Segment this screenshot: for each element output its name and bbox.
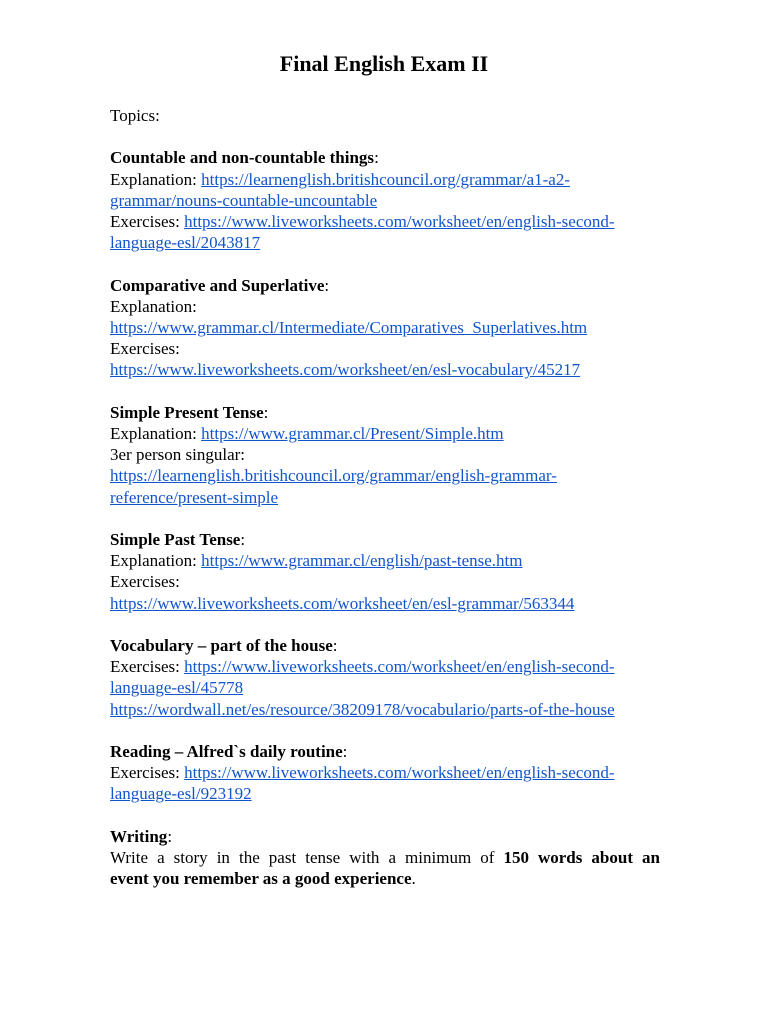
third-person-label: 3er person singular: — [110, 445, 246, 465]
section-heading-countable: Countable and non-countable things — [110, 148, 375, 168]
explanation-label: Explanation: — [110, 296, 197, 316]
spacer — [110, 126, 660, 147]
section-past: Simple Past Tense: Explanation: https://www.grammar.cl/english/past-tense.htm Exercises: https://www.liveworksheets.com/worksheet/en/esl-grammar/563344 — [110, 529, 660, 614]
document-body — [110, 105, 660, 889]
section-vocabulary: Vocabulary – part of the house: Exercises: https://www.liveworksheets.com/worksheet/en/english-second- language-esl/45778 https://wordwall.net/es/resource/38209178/vocabulario/parts-of-the-house — [110, 636, 615, 719]
writing-instructions-line1: Write a story in the past tense with a minimum of 150 words about an — [110, 848, 660, 867]
present-third-person-link[interactable]: https://learnenglish.britishcouncil.org/grammar/english-grammar- — [110, 466, 557, 486]
section-reading: Reading – Alfred`s daily routine: Exercises: https://www.liveworksheets.com/worksheet/en/english-second- language-esl/923192 — [110, 742, 615, 804]
countable-exercises-link-cont[interactable]: language-esl/2043817 — [110, 233, 261, 253]
vocabulary-wordwall-link[interactable]: https://wordwall.net/es/resource/38209178/vocabulario/parts-of-the-house — [110, 699, 615, 719]
section-heading-past: Simple Past Tense — [110, 530, 241, 549]
comparative-explanation-link[interactable]: https://www.grammar.cl/Intermediate/Comparatives_Superlatives.htm — [110, 318, 588, 337]
explanation-label: Explanation: — [110, 169, 202, 189]
explanation-label: Explanation: — [110, 551, 202, 571]
section-writing: Writing: Write a story in the past tense with a minimum of 150 words about an event you remember as a good experience. — [110, 826, 660, 889]
section-heading-vocabulary: Vocabulary – part of the house — [110, 636, 333, 655]
reading-exercises-link[interactable]: https://www.liveworksheets.com/worksheet/en/english-second- — [184, 763, 615, 783]
past-exercises-link[interactable]: https://www.liveworksheets.com/worksheet/en/esl-grammar/563344 — [110, 593, 575, 613]
topics-label: Topics: — [110, 106, 160, 125]
spacer — [110, 614, 660, 635]
section-heading-present: Simple Present Tense — [110, 402, 264, 422]
section-heading-comparative: Comparative and Superlative — [110, 275, 325, 295]
spacer — [110, 508, 660, 529]
explanation-label: Explanation: — [110, 424, 202, 443]
present-explanation-link[interactable]: https://www.grammar.cl/Present/Simple.htm — [201, 424, 504, 443]
countable-explanation-link-cont[interactable]: grammar/nouns-countable-uncountable — [110, 190, 378, 210]
section-countable: Countable and non-countable things: Explanation: https://learnenglish.britishcouncil.org/grammar/a1-a2- grammar/nouns-countable-uncountable Exercises: https://www.liveworksheets.com/worksheet/en/english-second- language-esl/2043817 — [110, 148, 615, 253]
exercises-label: Exercises: — [110, 212, 185, 231]
exercises-label: Exercises: — [110, 763, 185, 783]
section-heading-reading: Reading – Alfred`s daily routine — [110, 742, 343, 761]
countable-explanation-link[interactable]: https://learnenglish.britishcouncil.org/grammar/a1-a2- — [201, 169, 570, 189]
section-comparative: Comparative and Superlative: Explanation: https://www.grammar.cl/Intermediate/Comparatives_Superlatives.htm Exercises: https://www.liveworksheets.com/worksheet/en/esl-vocabulary/45217 — [110, 275, 660, 381]
present-third-person-link-cont[interactable]: reference/present-simple — [110, 487, 279, 507]
section-heading-writing: Writing — [110, 826, 168, 846]
spacer — [110, 253, 660, 274]
writing-instructions-line2: event you remember as a good experience. — [110, 869, 416, 889]
comparative-exercises-link[interactable]: https://www.liveworksheets.com/worksheet/en/esl-vocabulary/45217 — [110, 360, 581, 380]
spacer — [110, 381, 660, 402]
section-present: Simple Present Tense: Explanation: https://www.grammar.cl/Present/Simple.htm 3er person singular: https://learnenglish.britishcouncil.org/grammar/english-grammar- reference/present-simple — [110, 402, 660, 508]
exercises-label: Exercises: — [110, 657, 185, 677]
exercises-label: Exercises: — [110, 572, 180, 592]
past-explanation-link[interactable]: https://www.grammar.cl/english/past-tense.htm — [201, 551, 523, 571]
spacer — [110, 720, 660, 741]
vocabulary-exercises-link[interactable]: https://www.liveworksheets.com/worksheet/en/english-second- — [184, 657, 615, 677]
countable-exercises-link[interactable]: https://www.liveworksheets.com/worksheet/en/english-second- — [184, 212, 615, 231]
spacer — [110, 805, 660, 826]
document-title: Final English Exam II — [279, 51, 489, 76]
reading-exercises-link-cont[interactable]: language-esl/923192 — [110, 784, 252, 804]
exercises-label: Exercises: — [110, 339, 180, 359]
vocabulary-exercises-link-cont[interactable]: language-esl/45778 — [110, 678, 244, 698]
